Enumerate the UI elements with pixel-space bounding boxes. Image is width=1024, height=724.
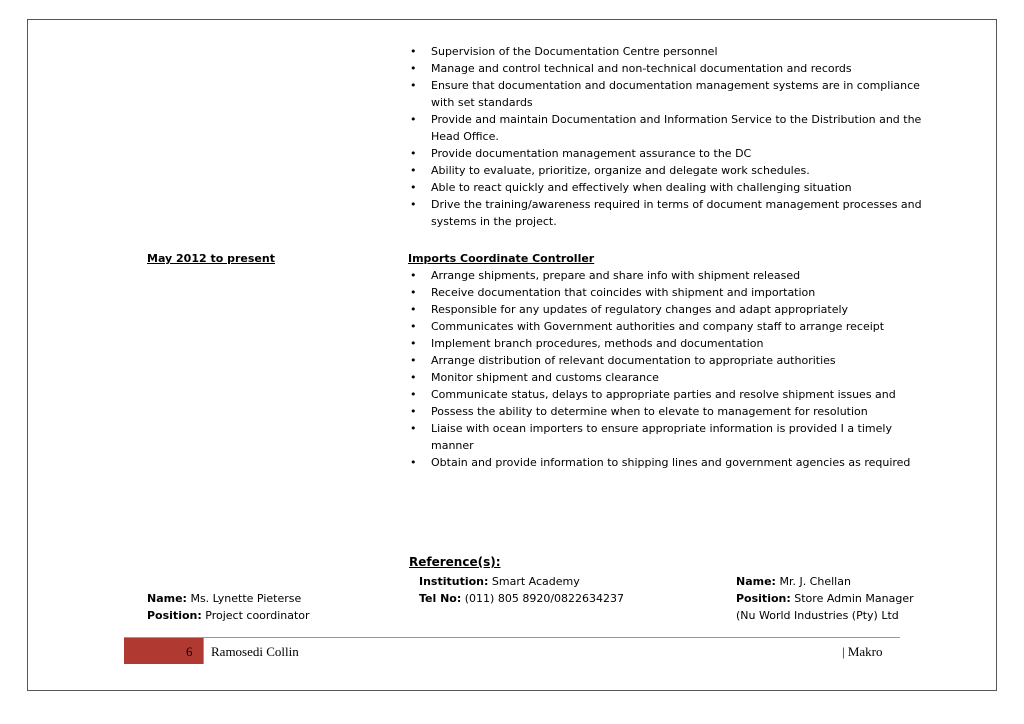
- list-item: • Implement branch procedures, methods and documentation: [408, 335, 928, 352]
- ref-institution-value: Smart Academy: [491, 575, 580, 588]
- list-item: • Ensure that documentation and documentation management systems are in compliance with set standards: [408, 77, 928, 111]
- list-item: • Communicates with Government authorities and company staff to arrange receipt: [408, 318, 928, 335]
- references-heading: Reference(s):: [409, 555, 501, 569]
- ref-institution: [419, 573, 580, 590]
- ref-right-name: [736, 573, 851, 590]
- ref-right-company: (Nu World Industries (Pty) Ltd: [736, 609, 899, 622]
- job-duties-list: [408, 267, 928, 471]
- footer-company: | Makro: [842, 644, 883, 659]
- job-block: [408, 250, 928, 471]
- list-item: • Receive documentation that coincides with shipment and importation: [408, 284, 928, 301]
- ref-tel: [419, 590, 624, 607]
- list-item: • Responsible for any updates of regulatory changes and adapt appropriately: [408, 301, 928, 318]
- list-item: • Arrange distribution of relevant documentation to appropriate authorities: [408, 352, 928, 369]
- list-item: • Liaise with ocean importers to ensure appropriate information is provided I a timely manner: [408, 420, 928, 454]
- ref-left-position-value: Project coordinator: [205, 609, 310, 622]
- footer-author: Ramosedi Collin: [211, 644, 299, 659]
- ref-tel-label: Tel No:: [419, 592, 462, 605]
- ref-right-name-label: Name:: [736, 575, 776, 588]
- ref-left-position-label: Position:: [147, 609, 202, 622]
- ref-right-position: [736, 590, 914, 607]
- list-item: • Manage and control technical and non-technical documentation and records: [408, 60, 928, 77]
- job-period: May 2012 to present: [147, 252, 275, 265]
- duties-continued-block: [408, 43, 928, 230]
- ref-right-position-label: Position:: [736, 592, 791, 605]
- ref-left-position: [147, 607, 310, 624]
- ref-tel-value: (011) 805 8920/0822634237: [464, 592, 625, 605]
- ref-left-name: [147, 590, 301, 607]
- list-item: • Communicate status, delays to appropriate parties and resolve shipment issues and: [408, 386, 928, 403]
- list-item: • Possess the ability to determine when to elevate to management for resolution: [408, 403, 928, 420]
- ref-institution-label: Institution:: [419, 575, 489, 588]
- list-item: • Monitor shipment and customs clearance: [408, 369, 928, 386]
- ref-left-name-value: Ms. Lynette Pieterse: [190, 592, 302, 605]
- footer-separator: [203, 638, 204, 664]
- list-item: • Ability to evaluate, prioritize, organize and delegate work schedules.: [408, 162, 928, 179]
- job-title: Imports Coordinate Controller: [408, 252, 595, 265]
- duties-continued-list: [408, 43, 928, 230]
- footer-page-number: 6: [186, 644, 193, 659]
- list-item: • Able to react quickly and effectively when dealing with challenging situation: [408, 179, 928, 196]
- list-item: • Arrange shipments, prepare and share info with shipment released: [408, 267, 928, 284]
- list-item: • Provide and maintain Documentation and Information Service to the Distribution and the Head Office.: [408, 111, 928, 145]
- list-item: • Obtain and provide information to shipping lines and government agencies as required: [408, 454, 928, 471]
- ref-left-name-label: Name:: [147, 592, 187, 605]
- list-item: • Provide documentation management assurance to the DC: [408, 145, 928, 162]
- ref-right-position-value: Store Admin Manager: [794, 592, 914, 605]
- list-item: • Drive the training/awareness required in terms of document management processes and systems in the project.: [408, 196, 928, 230]
- footer-divider: [124, 637, 900, 638]
- list-item: • Supervision of the Documentation Centre personnel: [408, 43, 928, 60]
- ref-right-name-value: Mr. J. Chellan: [779, 575, 851, 588]
